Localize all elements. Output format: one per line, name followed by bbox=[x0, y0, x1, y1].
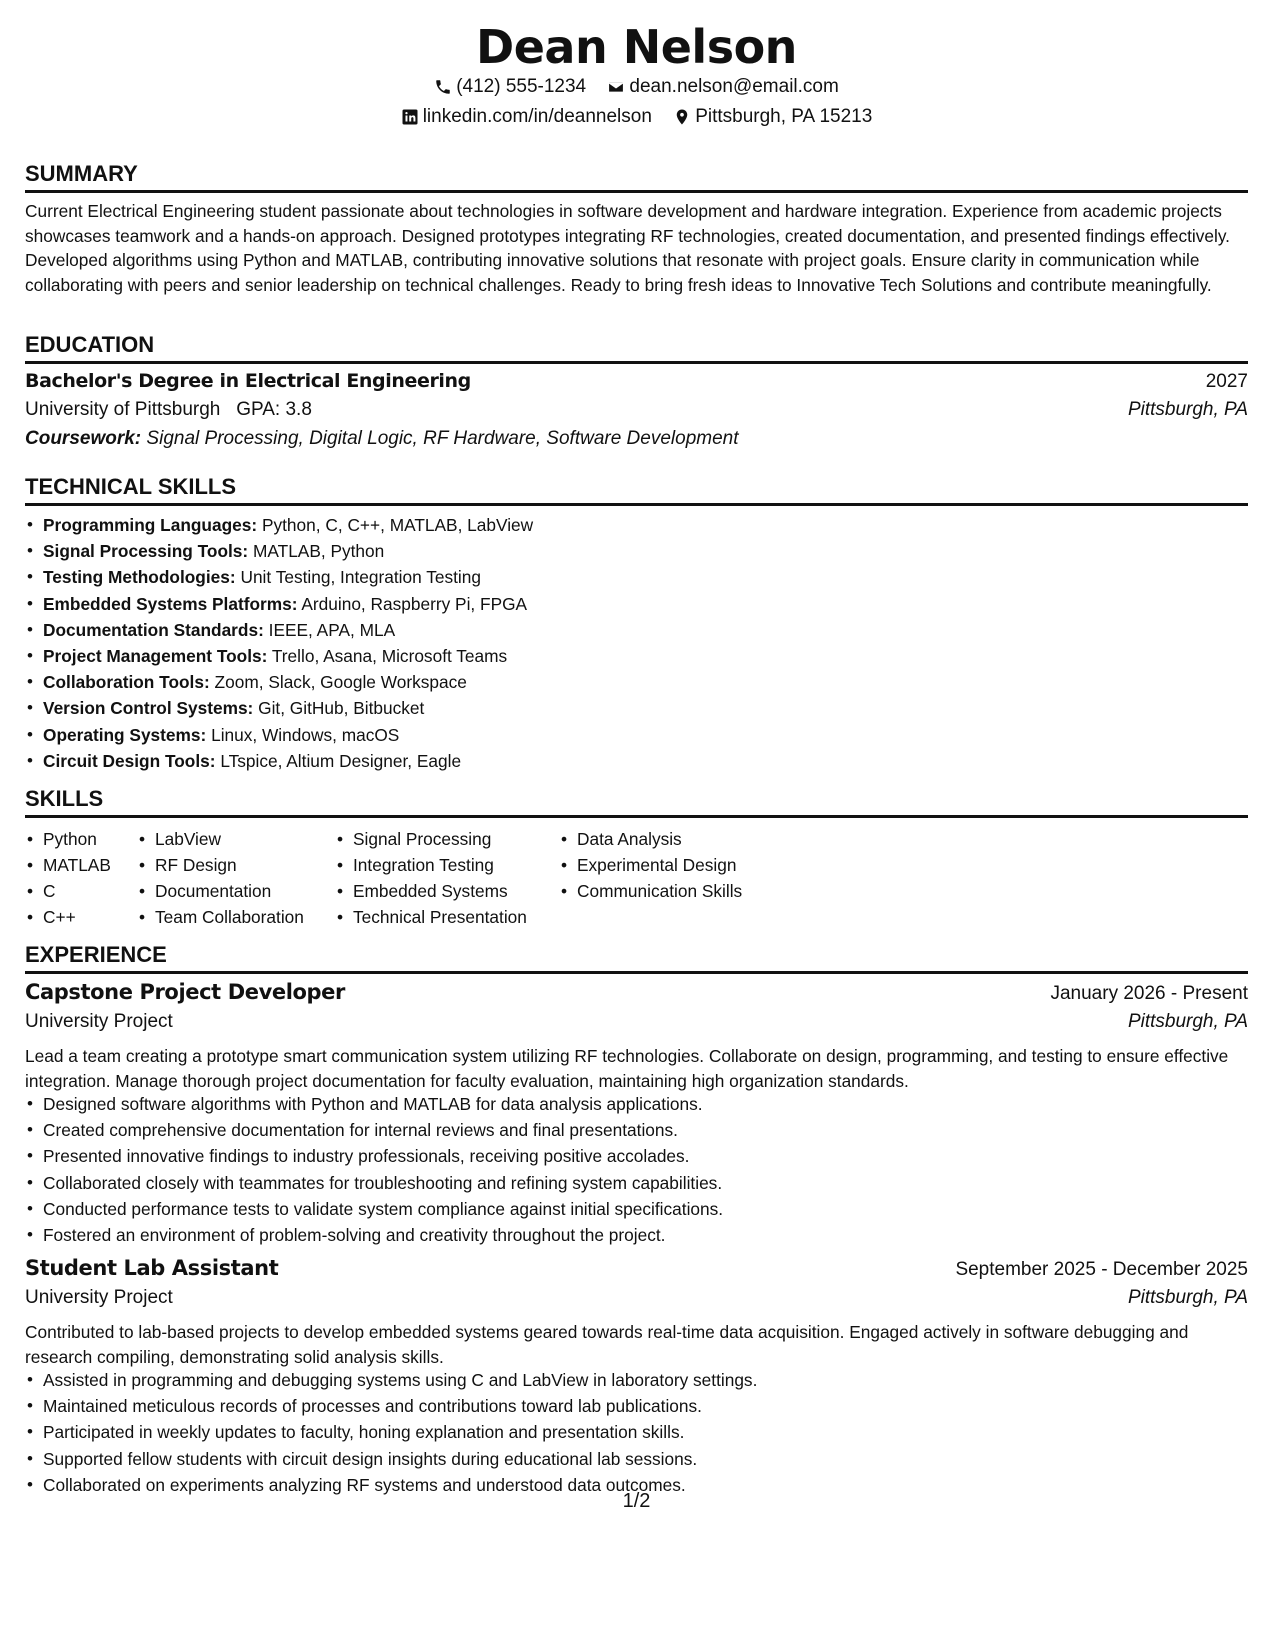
page-number: 1/2 bbox=[622, 1490, 651, 1512]
list-item bbox=[43, 695, 1266, 721]
gpa: GPA: 3.8 bbox=[236, 399, 312, 420]
skill-category: Collaboration Tools: bbox=[43, 672, 210, 693]
list-item bbox=[43, 722, 1266, 748]
job-dates: September 2025 - December 2025 bbox=[955, 1259, 1248, 1280]
graduation-year: 2027 bbox=[1205, 371, 1248, 392]
list-item: • Maintained meticulous records of processes and contributions toward lab publications. bbox=[43, 1393, 1266, 1419]
location-item bbox=[673, 106, 872, 128]
education-heading: EDUCATION bbox=[25, 332, 1248, 364]
email-item bbox=[607, 76, 838, 98]
job-title: Student Lab Assistant bbox=[25, 1256, 279, 1280]
skill-category: Signal Processing Tools: bbox=[43, 541, 249, 562]
list-item: • Python bbox=[43, 826, 137, 852]
skill-category: Documentation Standards: bbox=[43, 619, 264, 640]
skill-category: Version Control Systems: bbox=[43, 698, 254, 719]
job-2-header bbox=[25, 1256, 1248, 1281]
linkedin-url: linkedin.com/in/deannelson bbox=[422, 106, 652, 127]
job-location: Pittsburgh, PA bbox=[1127, 1287, 1248, 1308]
list-item bbox=[43, 748, 1266, 774]
job-dates: January 2026 - Present bbox=[1050, 983, 1248, 1004]
list-item: • Collaborated on experiments analyzing RF systems and understood data outcomes. bbox=[43, 1472, 1266, 1498]
education-row-1 bbox=[25, 370, 1248, 393]
skill-values: Trello, Asana, Microsoft Teams bbox=[271, 646, 508, 667]
skill-values: Arduino, Raspberry Pi, FPGA bbox=[301, 593, 528, 614]
list-item bbox=[43, 512, 1266, 538]
degree: Bachelor's Degree in Electrical Engineering bbox=[25, 370, 471, 392]
skill-values: Python, C, C++, MATLAB, LabView bbox=[261, 515, 534, 535]
list-item bbox=[43, 591, 1266, 617]
summary-text: Current Electrical Engineering student passionate about technologies in software development and hardware integration. Experience from academic projects showcases teamwork and a hands-on approach. Designed prototypes integrating RF technologies, created documentation, and presented findings effectively. Developed algorithms using Python and MATLAB, contributing innovative solutions that resonate with project goals. Ensure clarity in communication while collaborating with peers and senior leadership on technical challenges. Ready to bring fresh ideas to Innovative Tech Solutions and contribute meaningfully. bbox=[25, 201, 1230, 295]
linkedin-icon bbox=[401, 108, 419, 126]
contact-line-1 bbox=[25, 76, 1248, 102]
job-1-header bbox=[25, 980, 1248, 1005]
job-2-description: Contributed to lab-based projects to develop embedded systems geared towards real-time data acquisition. Engaged actively in software debugging and research compiling, demonstrating solid analysis skills. bbox=[25, 1322, 1189, 1367]
education-row-2 bbox=[25, 399, 1248, 421]
list-item: • Experimental Design bbox=[577, 852, 807, 878]
skill-category: Operating Systems: bbox=[43, 724, 207, 745]
list-item: • Participated in weekly updates to faculty, honing explanation and presentation skills. bbox=[43, 1419, 1266, 1445]
list-item: • MATLAB bbox=[43, 852, 137, 878]
job-1-description: Lead a team creating a prototype smart communication system utilizing RF technologies. Collaborate on design, programming, and testing to ensure effective integration. Manage thorough project documentation for faculty evaluation, maintaining high organization standards. bbox=[25, 1046, 1229, 1091]
coursework-label: Coursework: bbox=[25, 428, 142, 449]
job-2-subheader bbox=[25, 1287, 1248, 1309]
skill-values: Zoom, Slack, Google Workspace bbox=[214, 672, 467, 693]
skill-category: Programming Languages: bbox=[43, 515, 258, 535]
list-item: • Designed software algorithms with Python and MATLAB for data analysis applications. bbox=[43, 1091, 1266, 1117]
list-item: • Communication Skills bbox=[577, 878, 807, 904]
skill-values: Unit Testing, Integration Testing bbox=[240, 567, 481, 588]
job-title: Capstone Project Developer bbox=[25, 980, 345, 1004]
experience-heading: EXPERIENCE bbox=[25, 942, 1248, 974]
list-item bbox=[43, 643, 1266, 669]
list-item: • RF Design bbox=[155, 852, 335, 878]
job-location: Pittsburgh, PA bbox=[1127, 1011, 1248, 1032]
job-org: University Project bbox=[25, 1011, 173, 1032]
envelope-icon bbox=[607, 78, 625, 96]
candidate-name: Dean Nelson bbox=[476, 20, 797, 74]
coursework-wrap bbox=[25, 428, 739, 450]
phone-icon bbox=[434, 78, 452, 96]
list-item: • C++ bbox=[43, 904, 137, 930]
job-1-subheader bbox=[25, 1011, 1248, 1033]
education-location: Pittsburgh, PA bbox=[1127, 399, 1248, 420]
list-item: • Presented innovative findings to industry professionals, receiving positive accolades. bbox=[43, 1143, 1266, 1169]
skills-grid bbox=[25, 826, 807, 930]
list-item bbox=[43, 538, 1266, 564]
skill-values: LTspice, Altium Designer, Eagle bbox=[220, 750, 462, 771]
skill-category: Testing Methodologies: bbox=[43, 567, 236, 588]
technical-skills-heading: TECHNICAL SKILLS bbox=[25, 474, 1248, 506]
skills-column-1 bbox=[25, 826, 137, 930]
skills-column-2 bbox=[137, 826, 335, 930]
list-item: • Supported fellow students with circuit design insights during educational lab sessions. bbox=[43, 1446, 1266, 1472]
list-item: • C bbox=[43, 878, 137, 904]
list-item: • Fostered an environment of problem-solving and creativity throughout the project. bbox=[43, 1222, 1266, 1248]
skills-column-4 bbox=[559, 826, 807, 930]
phone-number: (412) 555-1234 bbox=[456, 76, 587, 97]
list-item: • Created comprehensive documentation for internal reviews and final presentations. bbox=[43, 1117, 1266, 1143]
list-item bbox=[43, 617, 1266, 643]
coursework-list: Signal Processing, Digital Logic, RF Hardware, Software Development bbox=[146, 428, 739, 449]
list-item: • Collaborated closely with teammates for troubleshooting and refining system capabilities. bbox=[43, 1170, 1266, 1196]
list-item: • Assisted in programming and debugging systems using C and LabView in laboratory settings. bbox=[43, 1367, 1266, 1393]
list-item: • Embedded Systems bbox=[353, 878, 559, 904]
list-item: • LabView bbox=[155, 826, 335, 852]
list-item bbox=[43, 669, 1266, 695]
skills-heading: SKILLS bbox=[25, 786, 1248, 818]
technical-skills-list bbox=[25, 512, 1266, 774]
skill-category: Project Management Tools: bbox=[43, 646, 268, 667]
list-item: • Signal Processing bbox=[353, 826, 559, 852]
email-address: dean.nelson@email.com bbox=[629, 76, 839, 97]
map-pin-icon bbox=[673, 108, 691, 126]
job-org: University Project bbox=[25, 1287, 173, 1308]
skills-column-3 bbox=[335, 826, 559, 930]
skill-values: Linux, Windows, macOS bbox=[211, 724, 400, 745]
list-item: • Conducted performance tests to validate system compliance against initial specifications. bbox=[43, 1196, 1266, 1222]
list-item: • Integration Testing bbox=[353, 852, 559, 878]
skill-values: IEEE, APA, MLA bbox=[268, 619, 396, 640]
summary-heading: SUMMARY bbox=[25, 161, 1248, 193]
job-1-bullets bbox=[25, 1091, 1266, 1248]
school-line bbox=[25, 399, 312, 421]
location-text: Pittsburgh, PA 15213 bbox=[695, 106, 873, 127]
contact-line-2 bbox=[25, 106, 1248, 132]
list-item: • Technical Presentation bbox=[353, 904, 559, 930]
list-item: • Data Analysis bbox=[577, 826, 807, 852]
phone-item bbox=[434, 76, 586, 98]
skill-category: Circuit Design Tools: bbox=[43, 750, 216, 771]
skill-category: Embedded Systems Platforms: bbox=[43, 593, 298, 614]
list-item: • Documentation bbox=[155, 878, 335, 904]
skill-values: Git, GitHub, Bitbucket bbox=[258, 698, 425, 719]
school-name: University of Pittsburgh bbox=[25, 399, 221, 420]
linkedin-item bbox=[401, 106, 652, 128]
list-item: • Team Collaboration bbox=[155, 904, 335, 930]
list-item bbox=[43, 564, 1266, 590]
job-2-bullets bbox=[25, 1367, 1266, 1498]
coursework-line bbox=[25, 428, 1248, 450]
skill-values: MATLAB, Python bbox=[253, 541, 385, 562]
